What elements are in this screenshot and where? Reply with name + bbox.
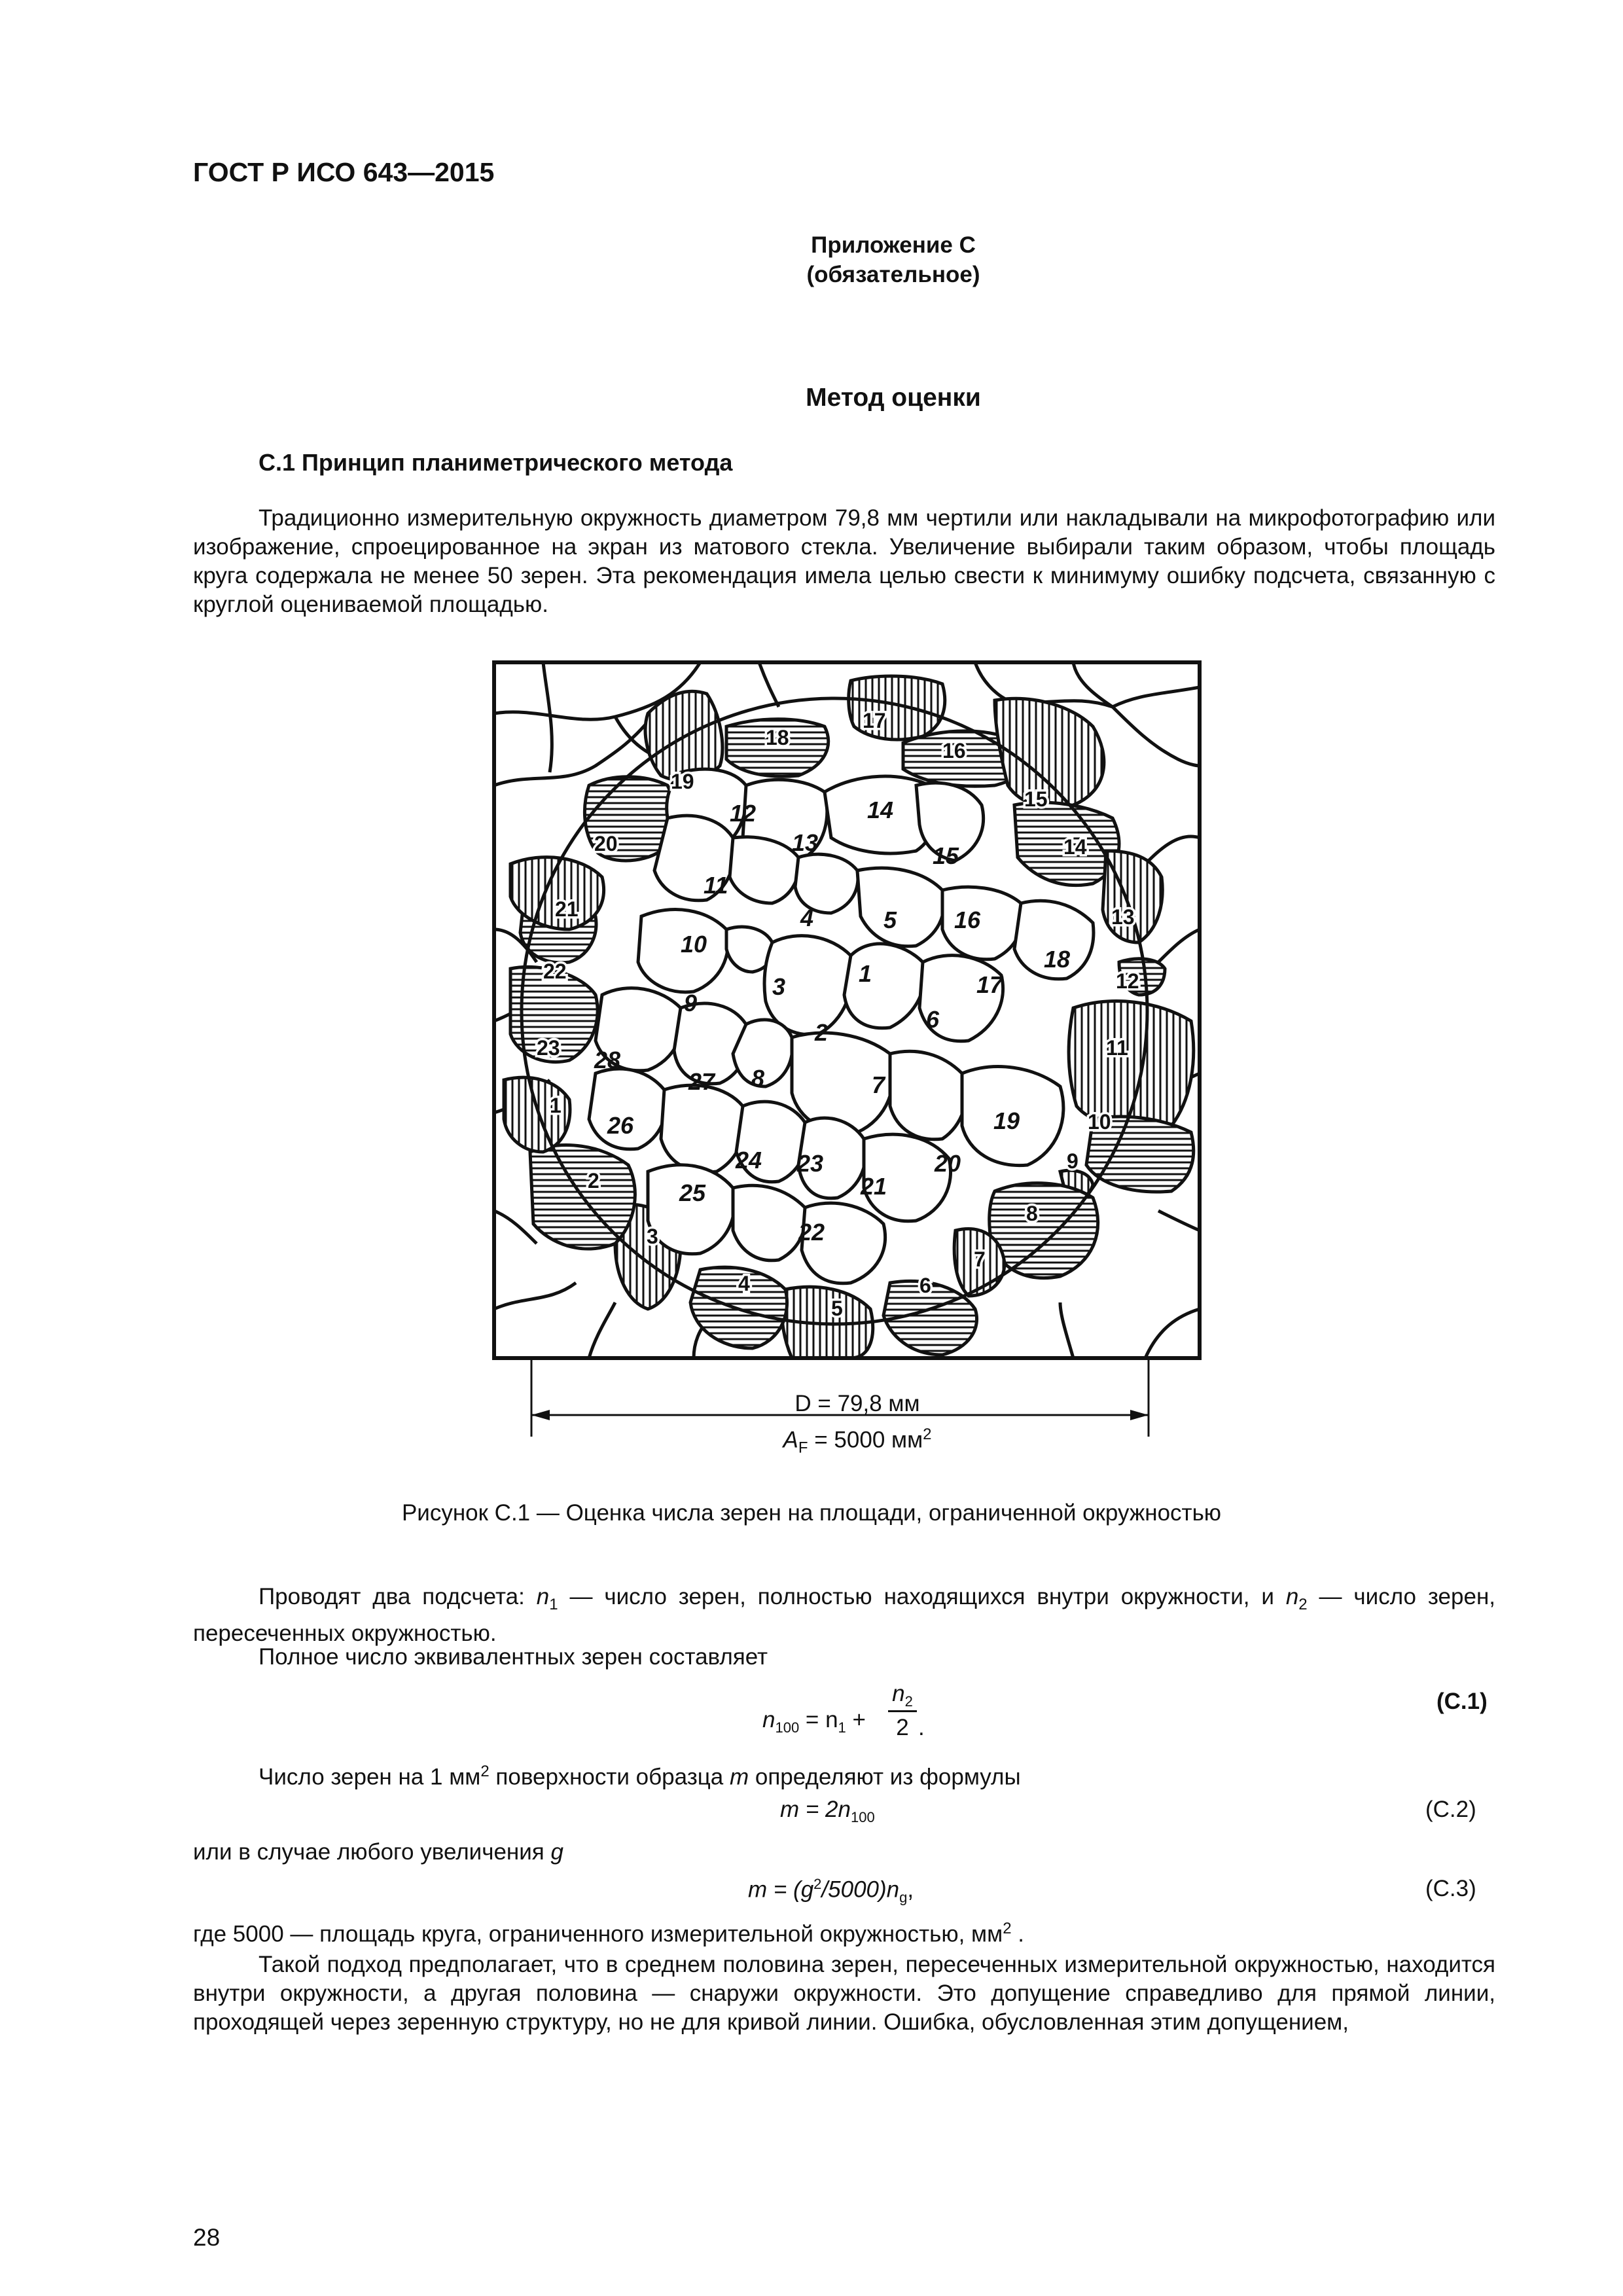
grain-label-cut: 16	[942, 739, 966, 762]
grain-label-cut: 18	[766, 726, 789, 749]
equation-c1-number: (С.1)	[1436, 1689, 1488, 1714]
grain-label-cut: 12	[1116, 969, 1139, 993]
grain-label-inner: 26	[607, 1112, 634, 1139]
annex-label: Приложение С	[811, 232, 976, 258]
annex-status: (обязательное)	[806, 262, 980, 287]
grain-label-inner: 3	[772, 973, 786, 1000]
grain-label-cut: 3	[647, 1225, 658, 1248]
grain-label-cut: 17	[863, 709, 886, 732]
document-header: ГОСТ Р ИСО 643—2015	[193, 157, 495, 187]
annex-title: Метод оценки	[806, 384, 981, 412]
grain-label-inner: 19	[993, 1107, 1020, 1134]
grain-label-cut: 8	[1026, 1202, 1038, 1225]
grain-label-cut: 11	[1106, 1036, 1128, 1060]
paragraph-3: Полное число эквивалентных зерен составляет	[259, 1644, 768, 1670]
grain-label-cut: 7	[974, 1247, 986, 1271]
dimension-diameter: D = 79,8 мм	[794, 1391, 920, 1416]
equation-c3: $m = (g^2/5000)n_g$,	[748, 1876, 914, 1906]
page-number: 28	[193, 2224, 221, 2251]
grain-label-cut: 19	[671, 770, 694, 793]
equation-c1: $n_{100} = n_1$ + $n_2$ 2 .	[762, 1681, 925, 1740]
grain-label-inner: 28	[594, 1047, 621, 1073]
grain-label-cut: 22	[543, 960, 567, 983]
grain-label-inner: 9	[684, 990, 698, 1016]
grain-label-cut: 13	[1111, 905, 1135, 929]
grain-label-cut: 20	[594, 832, 618, 855]
grain-label-inner: 14	[867, 797, 894, 823]
grain-label-cut: 14	[1063, 835, 1087, 859]
paragraph-2: Проводят два подсчета: $n_1$ — число зерен, полностью находящихся внутри окружности, и $n_2$ — число зерен, пересеченных окружностью.	[193, 1584, 1495, 1646]
grain-label-inner: 24	[736, 1147, 762, 1174]
grain-label-inner: 16	[954, 906, 981, 933]
paragraph-5: или в случае любого увеличения g	[193, 1839, 563, 1865]
equation-c2: $m = 2n_{100}$	[780, 1797, 875, 1825]
grain-label-inner: 23	[797, 1150, 824, 1177]
grain-label-cut: 2	[588, 1169, 599, 1193]
grain-label-inner: 25	[679, 1179, 706, 1206]
equation-c3-number: (С.3)	[1425, 1876, 1476, 1901]
grain-label-inner: 2	[815, 1019, 829, 1046]
grain-label-inner: 27	[688, 1068, 715, 1095]
grain-label-inner: 5	[883, 906, 897, 933]
grain-label-cut: 1	[550, 1094, 562, 1117]
grain-label-inner: 10	[681, 931, 707, 958]
grain-label-inner: 1	[859, 960, 872, 987]
grain-label-inner: 22	[798, 1219, 825, 1246]
grain-label-cut: 23	[537, 1036, 560, 1060]
paragraph-6: где 5000 — площадь круга, ограниченного измерительной окружностью, $мм^2$ .	[193, 1920, 1024, 1947]
equation-c2-number: (С.2)	[1425, 1797, 1476, 1822]
grain-label-inner: 20	[935, 1150, 961, 1177]
section-heading: С.1 Принцип планиметрического метода	[259, 449, 733, 476]
figure-caption: Рисунок С.1 — Оценка числа зерен на площади, ограниченной окружностью	[401, 1500, 1222, 1526]
grain-label-inner: 8	[751, 1065, 765, 1092]
grain-label-inner: 7	[872, 1071, 885, 1098]
paragraph-4: Число зерен на 1 $мм^2$ поверхности образца m определяют из формулы	[259, 1763, 1021, 1790]
grain-label-inner: 6	[926, 1006, 940, 1033]
grain-label-inner: 11	[704, 872, 728, 899]
grain-label-inner: 4	[800, 905, 814, 931]
grain-label-inner: 18	[1044, 946, 1071, 973]
grain-label-cut: 21	[555, 897, 579, 921]
grain-label-cut: 4	[738, 1272, 750, 1295]
grain-label-cut: 5	[831, 1297, 843, 1320]
grain-label-cut: 9	[1067, 1149, 1079, 1173]
grain-label-cut: 6	[919, 1274, 931, 1297]
grain-label-inner: 21	[861, 1173, 887, 1200]
grain-label-cut: 10	[1088, 1110, 1111, 1134]
grain-figure	[484, 655, 1230, 1466]
dimension-area: $A_F = 5000$ $мм^2$	[783, 1426, 932, 1457]
grain-label-cut: 15	[1024, 787, 1048, 811]
grain-structure	[494, 662, 1200, 1358]
paragraph-7: Такой подход предполагает, что в среднем половина зерен, пересеченных измерительной окружностью, находится внутри окружности, а другая половина — снаружи окружности. Это допущение справедливо для прямой линии, проходящей через зеренную структуру, но не для кривой линии. Ошибка, обусловленная этим допущением,	[193, 1952, 1495, 2035]
grain-label-inner: 17	[976, 971, 1003, 998]
paragraph-1: Традиционно измерительную окружность диаметром 79,8 мм чертили или накладывали на микрофотографию или изображение, спроецированное на экран из матового стекла. Увеличение выбирали таким образом, чтобы площадь круга содержала не менее 50 зерен. Эта рекомендация имела целью свести к минимуму ошибку подсчета, связанную с круглой оцениваемой площадью.	[193, 505, 1495, 617]
grain-label-inner: 13	[792, 829, 819, 856]
grain-label-inner: 12	[730, 800, 757, 827]
grain-label-inner: 15	[933, 842, 959, 869]
